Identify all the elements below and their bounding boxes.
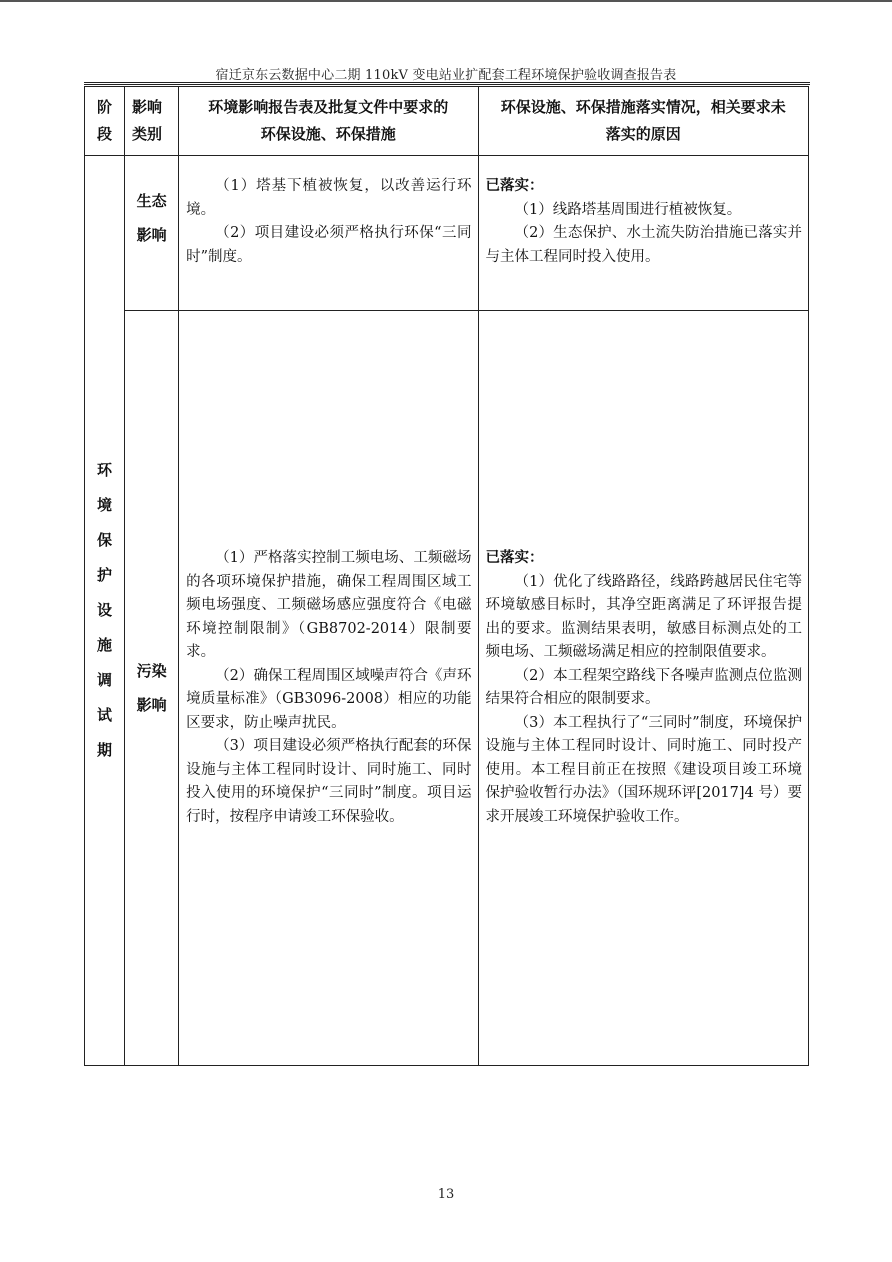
- acceptance-measures-table: [84, 86, 809, 1066]
- header-implementation: 环保设施、环保措施落实情况，相关要求未 落实的原因: [478, 87, 808, 156]
- requirements-pollution: （1）严格落实控制工频电场、工频磁场的各项环境保护措施，确保工程周围区域工频电场强度、工频磁场感应强度符合《电磁环境控制限制》（GB8702-2014）限制要求。 （2）确保工程周围区域噪声符合《声环境质量标准》（GB3096-2008）相应的功能区要求，防止噪声扰民。 （3）项目建设必须严格执行配套的环保设施与主体工程同时设计、同时施工、同时投入使用的环境保护“三同时”制度。项目运行时，按程序申请竣工环保验收。: [179, 311, 478, 1066]
- header-impact-type: 影响 类别: [125, 87, 179, 156]
- page-number: 13: [437, 1187, 455, 1202]
- running-header-title: 宿迁京东云数据中心二期 110kV 变电站业扩配套工程环境保护验收调查报告表: [215, 68, 677, 83]
- table-row-pollution: [85, 311, 809, 1066]
- impact-type-pollution: 污染 影响: [125, 311, 179, 1066]
- header-stage: 阶 段: [85, 87, 125, 156]
- implementation-pollution: 已落实： （1）优化了线路路径，线路跨越居民住宅等环境敏感目标时，其净空距离满足了环评报告提出的要求。监测结果表明，敏感目标测点处的工频电场、工频磁场满足相应的控制限值要求。 （2）本工程架空路线下各噪声监测点位监测结果符合相应的限制要求。 （3）本工程执行了“三同时”制度，环境保护设施与主体工程同时设计、同时施工、同时投产使用。本工程目前正在按照《建设项目竣工环境保护验收暂行办法》（国环规环评[2017]4 号）要求开展竣工环境保护验收工作。: [478, 311, 808, 1066]
- header-requirements: 环境影响报告表及批复文件中要求的 环保设施、环保措施: [179, 87, 478, 156]
- implementation-ecological: 已落实： （1）线路塔基周围进行植被恢复。 （2）生态保护、水土流失防治措施已落实并与主体工程同时投入使用。: [478, 156, 808, 311]
- page-top-border: [0, 0, 892, 2]
- table-header-row: [85, 87, 809, 156]
- header-double-rule: [84, 82, 810, 85]
- requirements-ecological: （1）塔基下植被恢复，以改善运行环境。 （2）项目建设必须严格执行环保“三同时”制度。: [179, 156, 478, 311]
- implemented-label: 已落实：: [485, 550, 544, 566]
- table-row-ecological: [85, 156, 809, 311]
- implemented-label: 已落实：: [485, 178, 544, 194]
- stage-cell-commissioning: 环 境 保 护 设 施 调 试 期: [85, 156, 125, 1066]
- impact-type-ecological: 生态 影响: [125, 156, 179, 311]
